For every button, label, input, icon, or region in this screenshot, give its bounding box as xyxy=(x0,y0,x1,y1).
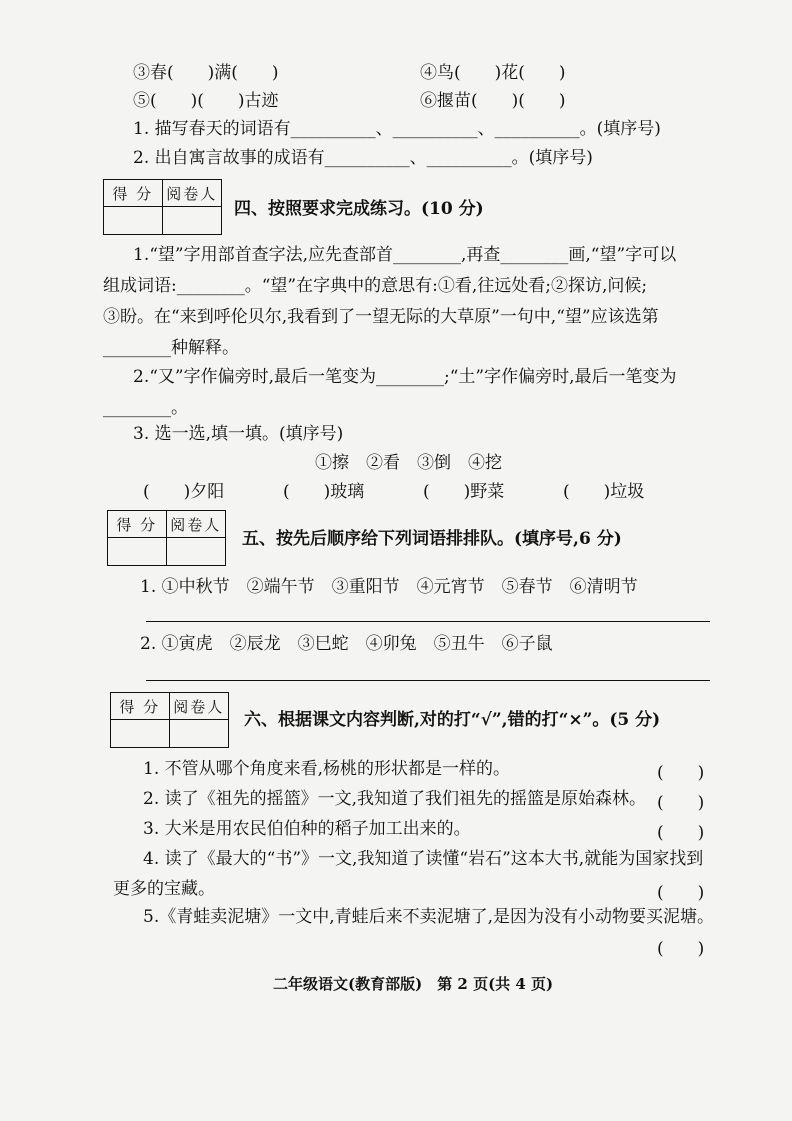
q4-p2-line-b: ________。 xyxy=(103,398,188,418)
judge-item-1: 1. 不管从哪个角度来看,杨桃的形状都是一样的。 xyxy=(143,759,511,779)
q4-p3-instruction: 3. 选一选,填一填。(填序号) xyxy=(133,424,344,444)
score-label: 得 分 xyxy=(111,693,170,720)
score-box-6 xyxy=(110,692,229,748)
q4-p2-line-a: 2.“又”字作偏旁时,最后一笔变为________;“土”字作偏旁时,最后一笔变为 xyxy=(133,367,677,387)
q4-p1-line-c: ③盼。在“来到呼伦贝尔,我看到了一望无际的大草原”一句中,“望”应该选第 xyxy=(103,307,659,327)
judge-answer-1[interactable]: ( ) xyxy=(657,763,705,783)
grader-cell[interactable] xyxy=(167,538,226,565)
q4-fill-1[interactable]: ( )夕阳 xyxy=(143,482,225,502)
score-cell[interactable] xyxy=(111,720,170,747)
answer-line-1[interactable] xyxy=(146,621,710,622)
section-4-title: 四、按照要求完成练习。(10 分) xyxy=(234,199,484,219)
word-item-5: ⑤( )( )古迹 xyxy=(133,91,279,111)
judge-item-5: 5.《青蛙卖泥塘》一文中,青蛙后来不卖泥塘了,是因为没有小动物要买泥塘。 xyxy=(143,907,715,927)
score-label: 得 分 xyxy=(104,180,163,207)
q4-p1-line-b: 组成词语:________。“望”在字典中的意思有:①看,往远处看;②探访,问候; xyxy=(103,276,648,296)
q4-fill-2[interactable]: ( )玻璃 xyxy=(283,482,365,502)
score-box-5 xyxy=(107,510,226,566)
section-5-title: 五、按先后顺序给下列词语排排队。(填序号,6 分) xyxy=(242,529,622,549)
judge-answer-4[interactable]: ( ) xyxy=(657,883,705,903)
judge-item-2: 2. 读了《祖先的摇篮》一文,我知道了我们祖先的摇篮是原始森林。 xyxy=(143,789,647,809)
q3-subquestion-1: 1. 描写春天的词语有__________、__________、__________。(填序号) xyxy=(133,119,661,139)
word-item-4: ④鸟( )花( ) xyxy=(420,63,566,83)
judge-answer-2[interactable]: ( ) xyxy=(657,793,705,813)
section-6-title: 六、根据课文内容判断,对的打“√”,错的打“×”。(5 分) xyxy=(244,710,661,730)
grader-label: 阅卷人 xyxy=(170,693,229,720)
score-cell[interactable] xyxy=(104,207,163,234)
judge-item-4-line-a: 4. 读了《最大的“书”》一文,我知道了读懂“岩石”这本大书,就能为国家找到 xyxy=(143,849,704,869)
answer-line-2[interactable] xyxy=(146,680,710,681)
score-label: 得 分 xyxy=(108,511,167,538)
judge-item-3: 3. 大米是用农民伯伯种的稻子加工出来的。 xyxy=(143,819,471,839)
q3-subquestion-2: 2. 出自寓言故事的成语有__________、__________。(填序号) xyxy=(133,148,593,168)
score-box-4 xyxy=(103,179,222,235)
grader-cell[interactable] xyxy=(163,207,222,234)
word-item-6: ⑥揠苗( )( ) xyxy=(420,91,566,111)
q4-p1-line-d: ________种解释。 xyxy=(103,338,239,358)
q4-fill-3[interactable]: ( )野菜 xyxy=(423,482,505,502)
q5-row-2: 2. ①寅虎 ②辰龙 ③巳蛇 ④卯兔 ⑤丑牛 ⑥子鼠 xyxy=(140,634,553,654)
grader-cell[interactable] xyxy=(170,720,229,747)
judge-answer-5[interactable]: ( ) xyxy=(657,939,705,959)
word-item-3: ③春( )满( ) xyxy=(133,63,279,83)
judge-answer-3[interactable]: ( ) xyxy=(657,823,705,843)
page-footer: 二年级语文(教育部版) 第 2 页(共 4 页) xyxy=(273,975,554,993)
q5-row-1: 1. ①中秋节 ②端午节 ③重阳节 ④元宵节 ⑤春节 ⑥清明节 xyxy=(140,577,638,597)
score-cell[interactable] xyxy=(108,538,167,565)
q4-p1-line-a: 1.“望”字用部首查字法,应先查部首________,再查________画,“望”字可以 xyxy=(133,245,677,265)
q4-options: ①擦 ②看 ③倒 ④挖 xyxy=(315,453,502,473)
q4-fill-4[interactable]: ( )垃圾 xyxy=(563,482,645,502)
grader-label: 阅卷人 xyxy=(163,180,222,207)
judge-item-4-line-b: 更多的宝藏。 xyxy=(113,879,215,899)
grader-label: 阅卷人 xyxy=(167,511,226,538)
